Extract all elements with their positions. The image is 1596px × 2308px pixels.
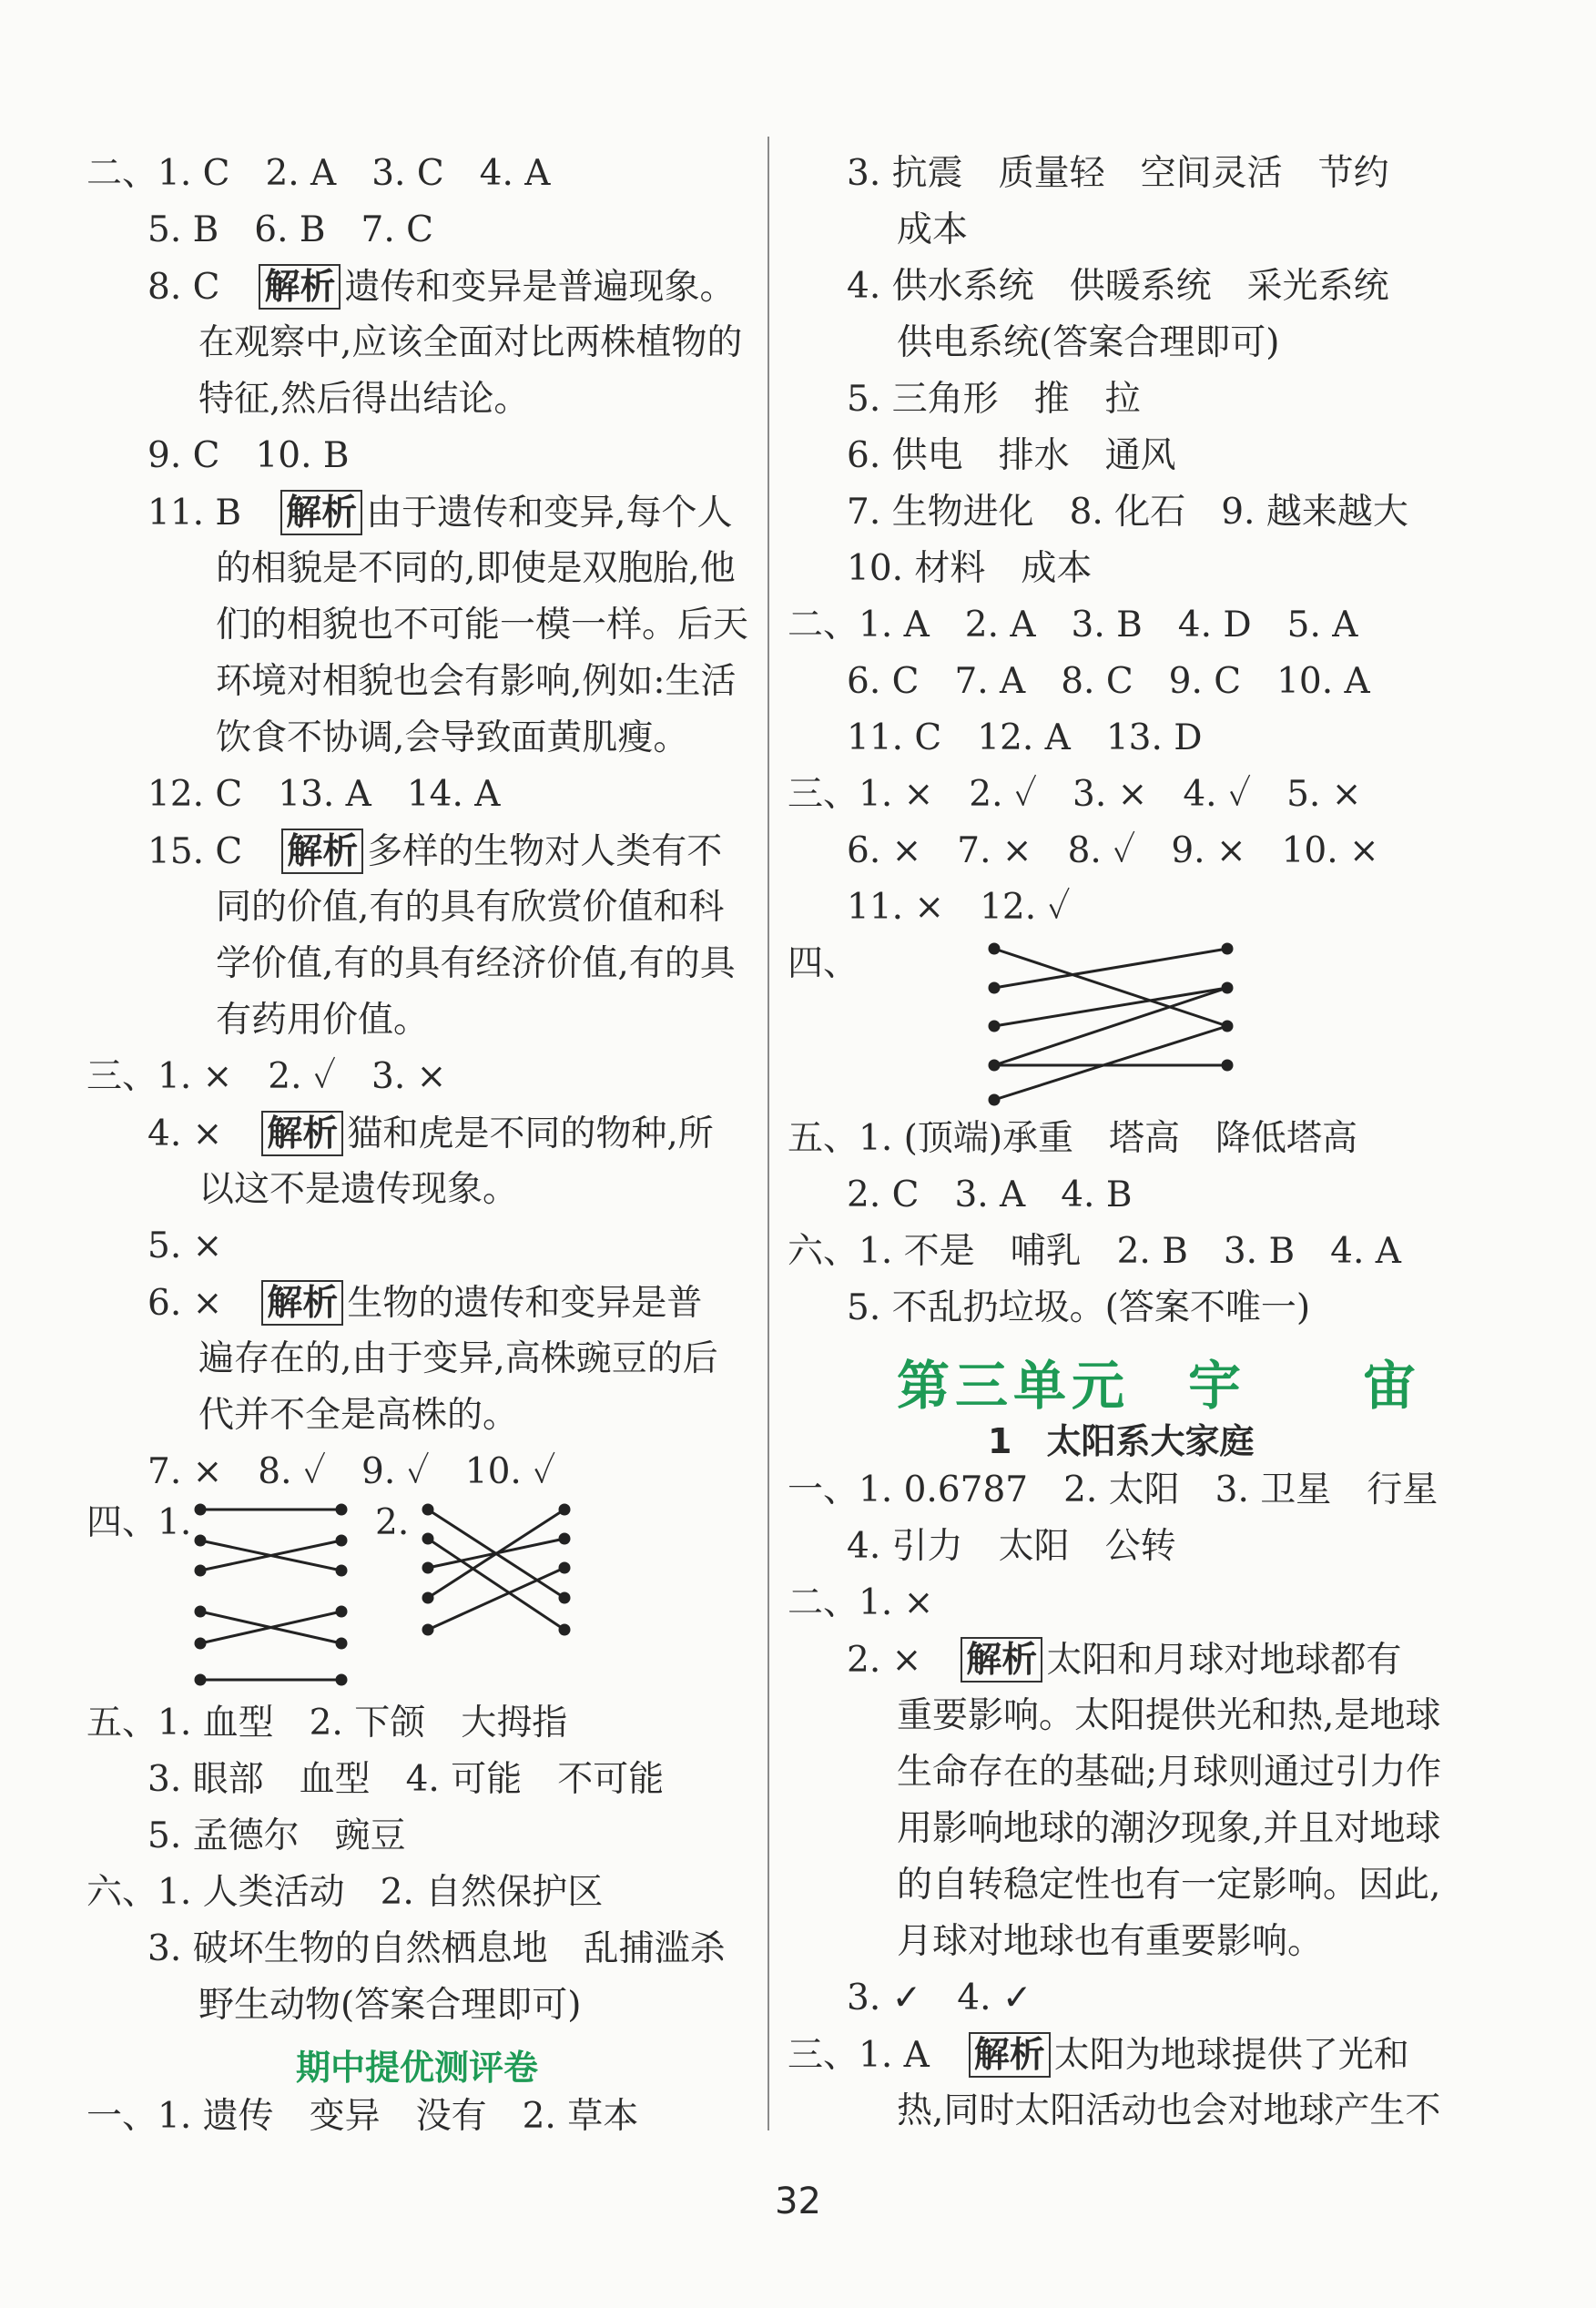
answer-line: 三、1. × 2. ✓ 3. × 4. ✓ 5. × [788, 774, 1362, 815]
answer-line: 3. 破坏生物的自然栖息地 乱捕滥杀 [147, 1928, 726, 1969]
answer-line: 11. × 12. ✓ [847, 887, 1071, 928]
answer-line: 五、1. 血型 2. 下颌 大拇指 [86, 1703, 568, 1744]
answer-line: 6. × 解析 生物的遗传和变异是普 [147, 1282, 703, 1324]
section-title: 1 太阳系大家庭 [988, 1421, 1255, 1461]
answer-line: 供电系统(答案合理即可) [897, 322, 1280, 363]
answer-line: 代并不全是高株的。 [198, 1395, 519, 1436]
answer-line: 4. 引力 太阳 公转 [847, 1526, 1176, 1567]
answer-line: 在观察中,应该全面对比两株植物的 [198, 322, 743, 363]
unit-title: 第三单元 宇 宙 [897, 1355, 1422, 1417]
answer-line: 成本 [897, 209, 969, 250]
answer-line: 8. C 解析 遗传和变异是普遍现象。 [147, 266, 736, 308]
answer-line: 的自转稳定性也有一定影响。因此, [897, 1865, 1441, 1906]
page-number: 32 [775, 2181, 821, 2222]
column-divider [768, 137, 769, 2130]
analysis-label: 解析 [261, 1280, 343, 1326]
answer-line: 有药用价值。 [216, 1000, 430, 1041]
matching-diagram-2 [419, 1493, 583, 1648]
answer-line: 5. B 6. B 7. C [147, 209, 433, 250]
answer-line: 五、1. (顶端)承重 塔高 降低塔高 [788, 1118, 1358, 1159]
answer-line: 三、1. A 解析 太阳为地球提供了光和 [788, 2034, 1409, 2076]
answer-line: 遍存在的,由于变异,高株豌豆的后 [198, 1338, 718, 1379]
answer-line: 5. 三角形 推 拉 [847, 379, 1141, 420]
answer-line: 7. × 8. ✓ 9. ✓ 10. ✓ [147, 1451, 556, 1492]
answer-line: 饮食不协调,会导致面黄肌瘦。 [216, 717, 689, 758]
analysis-label: 解析 [961, 1637, 1042, 1683]
answer-line: 六、1. 不是 哺乳 2. B 3. B 4. A [788, 1231, 1401, 1272]
answer-line: 同的价值,有的具有欣赏价值和科 [216, 887, 725, 928]
answer-line: 6. C 7. A 8. C 9. C 10. A [847, 661, 1370, 702]
answer-line: 11. B 解析 由于遗传和变异,每个人 [147, 492, 733, 534]
answer-line: 四、1. [86, 1502, 192, 1543]
answer-line: 二、1. × [788, 1582, 934, 1623]
answer-line: 10. 材料 成本 [847, 548, 1093, 589]
answer-line: 2. × 解析 太阳和月球对地球都有 [847, 1639, 1402, 1681]
answer-line: 四、 [788, 943, 859, 984]
answer-line: 野生动物(答案合理即可) [198, 1985, 582, 2026]
answer-line: 学价值,有的具有经济价值,有的具 [216, 943, 736, 984]
answer-line: 环境对相貌也会有影响,例如:生活 [216, 661, 737, 702]
answer-line: 4. 供水系统 供暖系统 采光系统 [847, 266, 1389, 307]
answer-line: 三、1. × 2. ✓ 3. × [86, 1056, 447, 1097]
answer-line: 6. 供电 排水 通风 [847, 435, 1176, 476]
analysis-label: 解析 [969, 2032, 1051, 2078]
answer-line: 11. C 12. A 13. D [847, 717, 1203, 758]
analysis-label: 解析 [259, 264, 341, 310]
answer-line: 月球对地球也有重要影响。 [897, 1921, 1324, 1962]
answer-line: 3. 眼部 血型 4. 可能 不可能 [147, 1759, 665, 1800]
analysis-label: 解析 [280, 490, 362, 535]
answer-line: 一、1. 遗传 变异 没有 2. 草本 [86, 2096, 639, 2137]
answer-line: 7. 生物进化 8. 化石 9. 越来越大 [847, 492, 1408, 533]
answer-line: 5. 孟德尔 豌豆 [147, 1815, 406, 1856]
matching-diagram-1 [191, 1493, 355, 1693]
analysis-label: 解析 [261, 1111, 343, 1156]
answer-line: 二、1. C 2. A 3. C 4. A [86, 153, 551, 194]
matching-diagram-3 [983, 938, 1238, 1102]
answer-line: 3. ✓ 4. ✓ [847, 1978, 1032, 2018]
answer-line: 6. × 7. × 8. ✓ 9. × 10. × [847, 830, 1379, 871]
answer-line: 一、1. 0.6787 2. 太阳 3. 卫星 行星 [788, 1469, 1438, 1510]
answer-line: 2. C 3. A 4. B [847, 1174, 1133, 1215]
answer-line: 4. × 解析 猫和虎是不同的物种,所 [147, 1113, 714, 1154]
answer-line: 3. 抗震 质量轻 空间灵活 节约 [847, 153, 1389, 194]
answer-line: 9. C 10. B [147, 435, 350, 476]
answer-line: 二、1. A 2. A 3. B 4. D 5. A [788, 605, 1358, 646]
answer-line: 六、1. 人类活动 2. 自然保护区 [86, 1872, 604, 1913]
answer-line: 以这不是遗传现象。 [198, 1169, 519, 1210]
answer-line: 5. × [147, 1225, 223, 1266]
answer-line: 们的相貌也不可能一模一样。后天 [216, 605, 749, 646]
midterm-heading: 期中提优测评卷 [296, 2048, 539, 2088]
answer-line: 5. 不乱扔垃圾。(答案不唯一) [847, 1287, 1311, 1328]
analysis-label: 解析 [281, 829, 363, 874]
answer-line: 热,同时太阳活动也会对地球产生不 [897, 2090, 1441, 2131]
answer-line: 15. C 解析 多样的生物对人类有不 [147, 830, 723, 872]
answer-line: 生命存在的基础;月球则通过引力作 [897, 1752, 1442, 1793]
answer-line: 重要影响。太阳提供光和热,是地球 [897, 1695, 1441, 1736]
answer-line: 特征,然后得出结论。 [198, 379, 530, 420]
answer-line: 用影响地球的潮汐现象,并且对地球 [897, 1808, 1441, 1849]
answer-line: 的相貌是不同的,即使是双胞胎,他 [216, 548, 736, 589]
answer-line: 12. C 13. A 14. A [147, 774, 501, 815]
answer-line: 2. [375, 1502, 410, 1543]
